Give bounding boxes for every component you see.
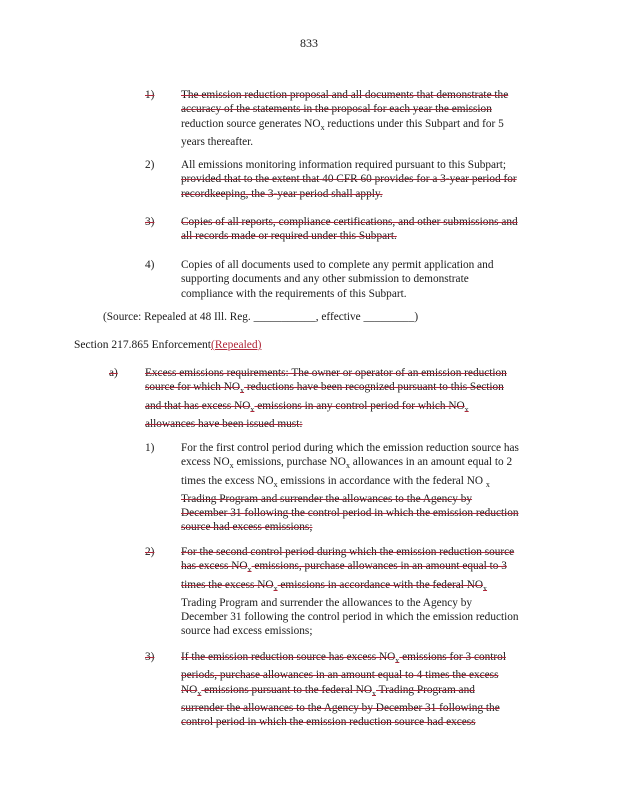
text-line: Trading Program and surrender the allowances to the Agency by bbox=[181, 492, 473, 505]
text-line: emissions in accordance with the federal NO bbox=[277, 474, 486, 487]
blank-field: ___________ bbox=[253, 311, 316, 323]
text-line: accuracy of the statements in the proposal for each year the emission bbox=[181, 103, 492, 116]
text-line: emissions pursuant to the federal NO bbox=[201, 683, 373, 696]
text-line: control period in which the emission reduction source had excess bbox=[181, 716, 476, 729]
subscript-x: x bbox=[483, 583, 488, 593]
repealed-insertion: (Repealed) bbox=[211, 339, 262, 351]
text-line: provided that to the extent that 40 CFR 60 provides for a 3-year period for bbox=[181, 173, 517, 186]
text-line: reduction source generates NO bbox=[181, 117, 321, 130]
subscript-x: x bbox=[320, 122, 325, 132]
subscript-x: x bbox=[197, 688, 202, 698]
subscript-x: x bbox=[229, 461, 234, 471]
item-number: 3) bbox=[145, 651, 155, 663]
item-number: 3) bbox=[145, 216, 155, 228]
subscript-x: x bbox=[345, 461, 350, 471]
text-line: source for which NO bbox=[145, 381, 241, 394]
text-line: supporting documents and any other submission to demonstrate bbox=[181, 273, 469, 286]
text-line: Copies of all documents used to complete any permit application and bbox=[181, 259, 494, 271]
text-line: times the excess NO bbox=[181, 474, 274, 487]
text-line: For the first control period during which the emission reduction source has bbox=[181, 442, 519, 454]
subscript-x: x bbox=[247, 565, 252, 575]
text-line: For the second control period during which the emission reduction source bbox=[181, 546, 515, 558]
text-line: times the excess NO bbox=[181, 578, 274, 591]
subscript-x: x bbox=[240, 386, 245, 396]
item-number: 1) bbox=[145, 442, 155, 454]
text-line: emissions, purchase allowances in an amount equal to 3 bbox=[251, 560, 507, 573]
source-prefix: (Source: Repealed at 48 Ill. Reg. bbox=[103, 311, 254, 323]
item-number: 1) bbox=[145, 89, 155, 101]
section-heading bbox=[74, 339, 261, 351]
text-line: allowances in an amount equal to 2 bbox=[349, 456, 513, 469]
text-line: source had excess emissions; bbox=[181, 625, 313, 638]
text-line: The emission reduction proposal and all documents that demonstrate the bbox=[181, 89, 509, 101]
page-number: 833 bbox=[300, 36, 318, 50]
text-line: Trading Program and bbox=[376, 683, 475, 696]
text-line: has excess NO bbox=[181, 560, 248, 573]
text-line: periods, purchase allowances in an amount equal to 4 times the excess bbox=[181, 669, 499, 682]
text-line: compliance with the requirements of this Subpart. bbox=[181, 287, 407, 300]
source-suffix: ) bbox=[414, 311, 419, 323]
subscript-x: x bbox=[250, 404, 255, 414]
text-line: December 31 following the control period in which the emission reduction bbox=[181, 507, 519, 520]
subscript-x: x bbox=[464, 404, 469, 414]
text-line: excess NO bbox=[181, 456, 230, 469]
subscript-x: x bbox=[395, 656, 400, 665]
text-line: Excess emissions requirements: The owner or operator of an emission reduction bbox=[145, 367, 507, 379]
blank-field: _________ bbox=[363, 311, 415, 323]
subscript-x: x bbox=[273, 583, 278, 593]
source-middle: , effective bbox=[315, 311, 364, 323]
text-line: emissions for 3 control bbox=[399, 651, 506, 663]
item-number: 4) bbox=[145, 259, 155, 271]
item-number: 2) bbox=[145, 159, 155, 171]
subscript-x: x bbox=[372, 688, 377, 698]
text-line: reductions have been recognized pursuant to this Section bbox=[244, 381, 504, 394]
text-line: reductions under this Subpart and for 5 bbox=[324, 117, 504, 130]
text-line: Trading Program and surrender the allowances to the Agency by bbox=[181, 596, 473, 609]
subscript-x: x bbox=[273, 479, 278, 489]
source-note bbox=[103, 311, 418, 323]
text-line: Copies of all reports, compliance certifications, and other submissions and bbox=[181, 216, 518, 228]
item-number: a) bbox=[109, 367, 118, 379]
item-number: 2) bbox=[145, 546, 155, 558]
text-line: If the emission reduction source has excess NO bbox=[181, 651, 396, 663]
text-line: allowances have been issued must: bbox=[145, 417, 303, 430]
section-title: Section 217.865 Enforcement bbox=[74, 339, 212, 351]
text-line: surrender the allowances to the Agency by December 31 following the bbox=[181, 701, 500, 714]
text-line: emissions, purchase NO bbox=[233, 456, 346, 469]
text-line: recordkeeping, the 3-year period shall apply. bbox=[181, 187, 383, 200]
text-line: source had excess emissions; bbox=[181, 521, 313, 534]
text-line: December 31 following the control period in which the emission reduction bbox=[181, 611, 519, 624]
text-line: and that has excess NO bbox=[145, 399, 251, 412]
text-line: years thereafter. bbox=[181, 135, 254, 148]
text-line: emissions in accordance with the federal NO bbox=[277, 578, 484, 591]
subscript-x: x bbox=[485, 479, 490, 489]
text-line: emissions in any control period for which NO bbox=[254, 399, 465, 412]
text-line: NO bbox=[181, 683, 198, 696]
text-line: All emissions monitoring information required pursuant to this Subpart; bbox=[181, 159, 507, 171]
text-line: all records made or required under this Subpart. bbox=[181, 230, 397, 243]
